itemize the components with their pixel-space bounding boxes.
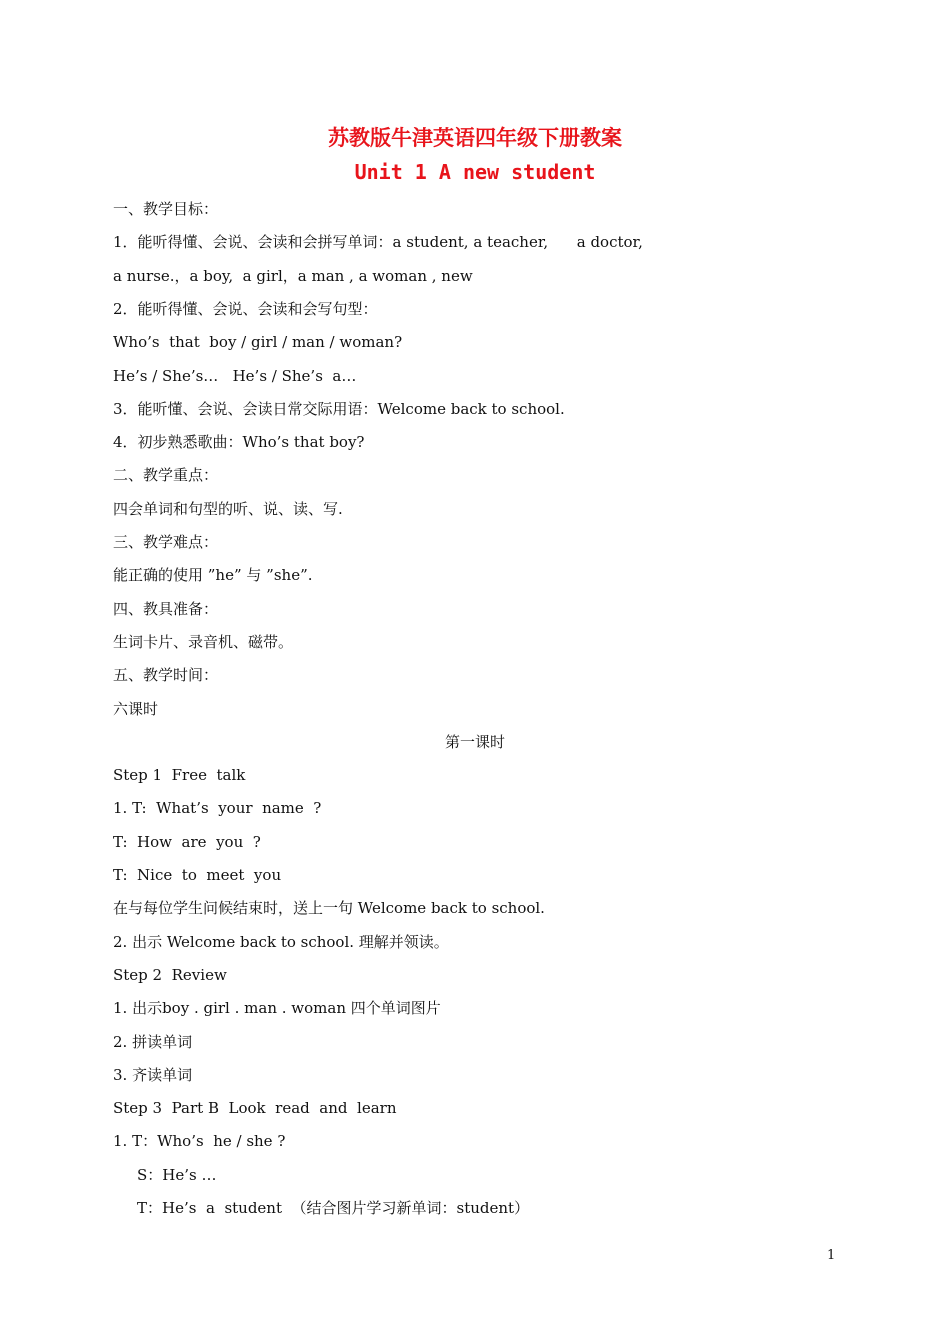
text-line: 2．能听得懂、会说、会读和会写句型： [113,300,378,318]
text-line: 1．能听得懂、会说、会读和会拼写单词：a student, a teacher, a doctor, [113,233,643,251]
text-line: 一、教学目标： [113,200,219,218]
text-line: T：He’s a student （结合图片学习新单词：student） [137,1199,530,1217]
text-line: Who’s that boy / girl / man / woman? [113,333,403,351]
text-line: He’s / She’s… He’s / She’s a… [113,367,357,385]
text-line: Step 2 Review [113,966,227,984]
text-line: 四、教具准备： [113,600,219,618]
text-line: T: Nice to meet you [113,866,282,884]
text-line: 3．能听懂、会说、会读日常交际用语：Welcome back to school. [113,400,565,418]
text-line: 2. 拼读单词 [113,1033,193,1051]
text-line: T: How are you ? [113,833,261,851]
unit-subtitle: Unit 1 A new student [354,160,596,184]
text-line: Step 3 Part B Look read and learn [113,1099,397,1117]
text-line: 四会单词和句型的听、说、读、写. [113,500,343,518]
text-line: 1. T: What’s your name ? [113,799,322,817]
text-line: 3. 齐读单词 [113,1066,193,1084]
document-title: 苏教版牛津英语四年级下册教案 [328,125,622,150]
page-number: 1 [827,1248,836,1263]
text-line: 第一课时 [444,733,505,751]
text-line: 在与每位学生问候结束时，送上一句 Welcome back to school. [113,899,545,917]
text-line: a nurse.，a boy, a girl，a man , a woman , new [113,267,473,285]
text-line: 六课时 [113,700,159,718]
text-line: 三、教学难点： [113,533,219,551]
text-line: S：He’s … [137,1166,217,1184]
text-line: 1. 出示boy . girl . man . woman 四个单词图片 [113,999,441,1017]
text-line: 1. T：Who’s he / she ? [113,1132,286,1150]
text-line: 五、教学时间： [113,666,219,684]
text-line: 二、教学重点： [113,466,219,484]
text-line: Step 1 Free talk [113,766,246,784]
text-line: 能正确的使用 ”he” 与 ”she”. [113,566,313,584]
text-line: 4．初步熟悉歌曲：Who’s that boy? [113,433,365,451]
text-line: 2. 出示 Welcome back to school. 理解并领读。 [113,933,449,951]
text-line: 生词卡片、录音机、磁带。 [113,633,294,651]
